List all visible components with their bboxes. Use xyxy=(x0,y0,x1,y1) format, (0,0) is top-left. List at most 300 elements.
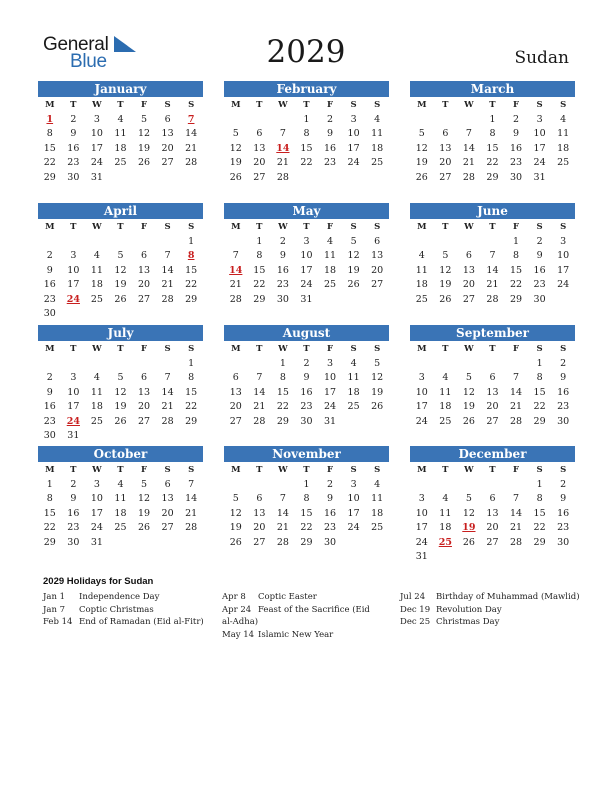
day: 8 xyxy=(46,493,53,504)
weekday-label: T xyxy=(303,344,310,354)
day: 20 xyxy=(462,279,475,290)
weekday-label: S xyxy=(536,222,543,232)
day: 11 xyxy=(439,507,452,519)
empty-day xyxy=(434,478,458,493)
day: 2 xyxy=(536,235,543,247)
month-july xyxy=(38,325,203,444)
empty-day xyxy=(271,113,295,128)
month-days-grid xyxy=(224,463,389,550)
day: 28 xyxy=(229,293,242,305)
month-january xyxy=(38,81,203,185)
day: 3 xyxy=(350,113,357,125)
weekday-label: S xyxy=(164,222,171,232)
day: 28 xyxy=(509,415,523,427)
day: 16 xyxy=(67,142,80,154)
day: 3 xyxy=(560,235,567,247)
day: 13 xyxy=(486,386,499,398)
day: 12 xyxy=(229,142,242,154)
weekday-label: S xyxy=(350,465,357,475)
weekday-label: W xyxy=(92,344,102,354)
day: 4 xyxy=(374,113,381,125)
day: 15 xyxy=(43,507,56,519)
day: 18 xyxy=(90,401,103,412)
day: 8 xyxy=(536,372,543,383)
day: 19 xyxy=(415,157,428,168)
empty-day xyxy=(271,478,295,493)
day: 18 xyxy=(557,142,570,154)
day: 22 xyxy=(300,522,313,533)
day: 13 xyxy=(161,493,174,504)
day: 31 xyxy=(90,536,103,548)
day: 27 xyxy=(161,522,174,533)
day: 17 xyxy=(415,401,428,412)
day: 24 xyxy=(533,157,546,168)
day: 22 xyxy=(43,522,56,533)
day: 2 xyxy=(70,478,77,490)
holiday-name: Christmas Day xyxy=(436,617,500,627)
day: 18 xyxy=(90,279,103,290)
empty-day xyxy=(224,357,248,372)
day: 26 xyxy=(462,536,475,548)
day: 1 xyxy=(256,235,263,247)
day: 6 xyxy=(141,250,148,261)
day: 25 xyxy=(114,522,127,533)
empty-day xyxy=(132,357,156,372)
day: 7 xyxy=(279,493,286,504)
day: 2 xyxy=(327,478,334,490)
weekday-label: M xyxy=(231,344,241,354)
day: 4 xyxy=(327,235,334,247)
day: 2 xyxy=(327,113,334,125)
day: 22 xyxy=(276,401,289,412)
day: 19 xyxy=(229,157,242,168)
day: 20 xyxy=(439,157,452,168)
month-june xyxy=(410,203,575,307)
day: 7 xyxy=(232,250,239,261)
day: 15 xyxy=(533,386,546,398)
day: 26 xyxy=(229,536,242,548)
day: 10 xyxy=(67,264,80,276)
day: 26 xyxy=(137,522,151,533)
month-header: March xyxy=(410,81,575,97)
weekday-label: W xyxy=(464,100,474,110)
day: 27 xyxy=(253,171,266,183)
day: 19 xyxy=(114,279,127,290)
day: 22 xyxy=(185,279,198,290)
day: 17 xyxy=(67,279,80,290)
day: 15 xyxy=(43,142,56,154)
weekday-label: S xyxy=(560,222,567,232)
month-days-grid xyxy=(38,342,203,444)
day: 9 xyxy=(70,128,77,139)
month-header: January xyxy=(38,81,203,97)
day: 8 xyxy=(46,128,53,139)
day: 23 xyxy=(67,157,80,168)
weekday-label: M xyxy=(45,344,55,354)
day: 30 xyxy=(67,536,80,548)
empty-day xyxy=(109,235,133,250)
weekday-label: T xyxy=(256,465,263,475)
weekday-label: M xyxy=(45,222,55,232)
day: 25 xyxy=(439,415,452,427)
holiday-name: Coptic Easter xyxy=(258,592,317,602)
day: 17 xyxy=(90,142,103,154)
day: 19 xyxy=(347,264,360,276)
holiday-item xyxy=(400,616,570,629)
weekday-label: T xyxy=(70,465,77,475)
empty-day xyxy=(410,235,434,250)
day: 22 xyxy=(533,522,546,533)
day: 26 xyxy=(137,157,151,168)
day: 28 xyxy=(185,522,198,533)
day: 6 xyxy=(442,128,449,139)
month-april xyxy=(38,203,203,322)
day: 23 xyxy=(557,522,570,533)
day: 14 xyxy=(509,386,523,398)
day: 21 xyxy=(276,157,289,168)
day: 19 xyxy=(371,386,384,398)
holiday-day: 25 xyxy=(438,536,452,548)
day: 20 xyxy=(161,142,174,154)
day: 5 xyxy=(374,357,381,369)
day: 22 xyxy=(300,157,313,168)
holiday-date: Jan 1 xyxy=(43,592,66,602)
day: 10 xyxy=(533,128,546,139)
day: 9 xyxy=(560,372,567,383)
day: 20 xyxy=(486,401,499,412)
day: 10 xyxy=(557,250,570,261)
day: 1 xyxy=(536,478,543,490)
day: 12 xyxy=(439,264,452,276)
weekday-label: M xyxy=(417,100,427,110)
day: 1 xyxy=(188,235,195,247)
day: 16 xyxy=(557,386,570,398)
month-days-grid xyxy=(410,220,575,307)
day: 7 xyxy=(465,128,472,139)
weekday-label: T xyxy=(303,222,310,232)
holiday-item xyxy=(222,591,390,604)
weekday-label: T xyxy=(489,344,496,354)
month-header: November xyxy=(224,446,389,462)
day: 27 xyxy=(229,415,242,427)
day: 4 xyxy=(93,250,100,261)
day: 28 xyxy=(185,157,198,168)
day: 16 xyxy=(43,401,56,412)
holiday-column xyxy=(400,591,580,629)
day: 15 xyxy=(300,507,313,519)
weekday-label: T xyxy=(70,100,77,110)
day: 29 xyxy=(486,171,499,183)
weekday-label: W xyxy=(464,344,474,354)
day: 29 xyxy=(533,415,546,427)
day: 27 xyxy=(137,293,151,305)
weekday-label: T xyxy=(117,222,124,232)
holiday-day: 7 xyxy=(187,113,195,125)
day: 28 xyxy=(161,415,174,427)
weekday-label: M xyxy=(417,465,427,475)
day: 22 xyxy=(43,157,56,168)
day: 12 xyxy=(462,386,475,398)
day: 21 xyxy=(161,279,174,290)
day: 3 xyxy=(70,372,77,383)
weekday-label: F xyxy=(513,222,520,232)
day: 2 xyxy=(279,235,286,247)
weekday-label: W xyxy=(278,344,288,354)
weekday-label: T xyxy=(489,222,496,232)
day: 10 xyxy=(323,372,337,383)
empty-day xyxy=(481,235,505,250)
holiday-name: Birthday of Muhammad (Mawlid) xyxy=(436,592,580,602)
day: 7 xyxy=(188,478,195,490)
day: 28 xyxy=(276,536,289,548)
day: 17 xyxy=(347,142,360,154)
day: 20 xyxy=(486,522,499,533)
weekday-label: S xyxy=(164,100,171,110)
holiday-date: Jul 24 xyxy=(400,592,426,602)
day: 23 xyxy=(276,279,289,290)
day: 5 xyxy=(141,478,148,490)
day: 14 xyxy=(509,507,523,519)
day: 24 xyxy=(90,157,103,168)
day: 28 xyxy=(486,293,499,305)
day: 25 xyxy=(90,293,103,305)
empty-day xyxy=(62,235,86,250)
month-october xyxy=(38,446,203,550)
empty-day xyxy=(85,235,109,250)
holiday-date: Jan 7 xyxy=(43,604,66,615)
day: 5 xyxy=(232,128,239,139)
weekday-label: W xyxy=(278,465,288,475)
country-label: Sudan xyxy=(514,48,569,68)
day: 14 xyxy=(185,128,198,139)
holiday-item xyxy=(43,604,211,617)
day: 26 xyxy=(415,171,428,183)
day: 27 xyxy=(371,279,384,290)
day: 29 xyxy=(253,293,266,305)
weekday-label: T xyxy=(303,465,310,475)
day: 24 xyxy=(347,522,360,533)
day: 29 xyxy=(43,536,56,548)
day: 24 xyxy=(557,279,570,290)
holiday-name: Feast of the Sacrifice (Eid al-Adha) xyxy=(222,604,370,627)
day: 29 xyxy=(533,536,546,548)
day: 28 xyxy=(161,293,174,305)
day: 21 xyxy=(462,157,475,168)
day: 5 xyxy=(117,250,124,261)
day: 16 xyxy=(557,507,570,519)
day: 27 xyxy=(253,536,266,548)
day: 6 xyxy=(164,113,171,125)
day: 29 xyxy=(300,536,313,548)
day: 5 xyxy=(232,493,239,504)
day: 9 xyxy=(327,493,334,504)
month-header: July xyxy=(38,325,203,341)
empty-day xyxy=(248,478,272,493)
month-header: December xyxy=(410,446,575,462)
weekday-label: T xyxy=(256,100,263,110)
day: 13 xyxy=(439,142,452,154)
day: 12 xyxy=(114,264,127,276)
day: 23 xyxy=(557,401,570,412)
day: 15 xyxy=(509,264,523,276)
month-days-grid xyxy=(224,342,389,429)
day: 25 xyxy=(114,157,127,168)
holiday-column xyxy=(222,591,390,641)
weekday-label: S xyxy=(374,100,381,110)
month-header: September xyxy=(410,325,575,341)
day: 12 xyxy=(114,386,127,398)
day: 30 xyxy=(43,308,56,319)
weekday-label: W xyxy=(278,222,288,232)
day: 19 xyxy=(137,142,151,154)
weekday-label: S xyxy=(188,222,195,232)
day: 25 xyxy=(323,279,337,290)
holiday-name: Islamic New Year xyxy=(258,629,334,640)
day: 21 xyxy=(229,279,242,290)
empty-day xyxy=(224,113,248,128)
holiday-day: 14 xyxy=(229,264,243,276)
day: 4 xyxy=(350,357,357,369)
weekday-label: T xyxy=(70,344,77,354)
day: 24 xyxy=(90,522,103,533)
day: 26 xyxy=(114,415,127,427)
month-days-grid xyxy=(410,98,575,185)
day: 18 xyxy=(439,522,452,533)
holiday-name: Independence Day xyxy=(79,592,160,602)
day: 9 xyxy=(560,493,567,504)
empty-day xyxy=(38,235,62,250)
weekday-label: M xyxy=(45,465,55,475)
day: 27 xyxy=(137,415,151,427)
day: 28 xyxy=(509,536,523,548)
holiday-date: Dec 25 xyxy=(400,617,431,627)
day: 14 xyxy=(161,264,174,276)
weekday-label: S xyxy=(536,465,543,475)
day: 8 xyxy=(536,493,543,504)
day: 12 xyxy=(371,372,384,383)
day: 21 xyxy=(509,522,523,533)
day: 14 xyxy=(253,386,266,398)
day: 7 xyxy=(279,128,286,139)
weekday-label: F xyxy=(141,222,148,232)
day: 30 xyxy=(509,171,523,183)
day: 13 xyxy=(253,142,266,154)
empty-day xyxy=(434,357,458,372)
day: 29 xyxy=(509,293,523,305)
day: 20 xyxy=(229,401,242,412)
holiday-date: May 14 xyxy=(222,629,255,640)
day: 15 xyxy=(276,386,289,398)
day: 1 xyxy=(188,357,195,369)
holidays-title: 2029 Holidays for Sudan xyxy=(43,576,154,587)
weekday-label: S xyxy=(188,344,195,354)
holiday-day: 14 xyxy=(276,142,290,154)
day: 15 xyxy=(533,507,546,519)
day: 13 xyxy=(229,386,242,398)
day: 13 xyxy=(371,250,384,261)
day: 24 xyxy=(415,415,428,427)
day: 26 xyxy=(347,279,360,290)
empty-day xyxy=(132,235,156,250)
day: 8 xyxy=(188,372,195,383)
weekday-label: T xyxy=(117,100,124,110)
day: 31 xyxy=(300,293,313,305)
day: 30 xyxy=(43,430,56,441)
day: 25 xyxy=(371,522,384,533)
day: 9 xyxy=(279,250,286,261)
day: 6 xyxy=(489,372,496,383)
empty-day xyxy=(410,113,434,128)
weekday-label: F xyxy=(513,100,520,110)
weekday-label: T xyxy=(117,344,124,354)
day: 5 xyxy=(465,372,472,383)
page-title: 2029 xyxy=(266,34,346,70)
day: 16 xyxy=(276,264,289,276)
day: 15 xyxy=(253,264,266,276)
weekday-label: T xyxy=(442,344,449,354)
holiday-date: Apr 24 xyxy=(222,604,252,615)
day: 6 xyxy=(465,250,472,261)
day: 22 xyxy=(253,279,266,290)
day: 10 xyxy=(415,507,428,519)
weekday-label: S xyxy=(560,465,567,475)
month-header: August xyxy=(224,325,389,341)
day: 9 xyxy=(513,128,520,139)
day: 1 xyxy=(279,357,286,369)
day: 24 xyxy=(300,279,313,290)
day: 3 xyxy=(93,113,100,125)
day: 10 xyxy=(90,128,103,139)
day: 6 xyxy=(374,235,381,247)
weekday-label: T xyxy=(442,100,449,110)
holiday-date: Dec 19 xyxy=(400,604,431,615)
day: 18 xyxy=(415,279,428,290)
month-header: May xyxy=(224,203,389,219)
day: 7 xyxy=(489,250,496,261)
day: 11 xyxy=(557,128,570,139)
weekday-label: S xyxy=(374,465,381,475)
day: 8 xyxy=(303,493,310,504)
day: 1 xyxy=(303,478,310,490)
month-header: June xyxy=(410,203,575,219)
day: 21 xyxy=(185,142,198,154)
day: 17 xyxy=(347,507,360,519)
weekday-label: T xyxy=(256,222,263,232)
day: 5 xyxy=(465,493,472,504)
month-header: April xyxy=(38,203,203,219)
day: 8 xyxy=(303,128,310,139)
day: 11 xyxy=(439,386,452,398)
day: 28 xyxy=(253,415,266,427)
day: 15 xyxy=(300,142,313,154)
day: 6 xyxy=(232,372,239,383)
holiday-day: 19 xyxy=(462,522,476,533)
day: 9 xyxy=(46,264,53,276)
weekday-label: S xyxy=(374,222,381,232)
day: 27 xyxy=(161,157,174,168)
day: 20 xyxy=(161,507,174,519)
day: 18 xyxy=(347,386,360,398)
weekday-label: S xyxy=(164,344,171,354)
day: 16 xyxy=(509,142,523,154)
day: 11 xyxy=(415,264,428,276)
month-december xyxy=(410,446,575,565)
day: 4 xyxy=(418,250,425,261)
day: 5 xyxy=(117,372,124,383)
day: 11 xyxy=(371,493,384,504)
day: 28 xyxy=(276,171,289,183)
holiday-name: End of Ramadan (Eid al-Fitr) xyxy=(79,617,204,627)
